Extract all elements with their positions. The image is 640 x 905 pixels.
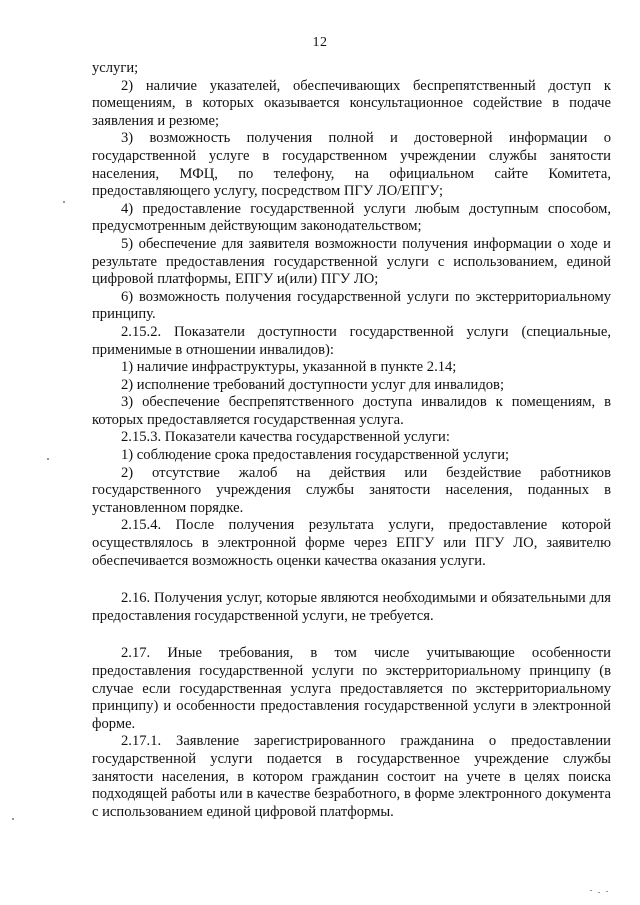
section-2-15-3: 2.15.3. Показатели качества государственной услуги: [121, 429, 450, 446]
paragraph-item-4: 4) предоставление государственной услуги любым доступным способом, предусмотренным действующим законодательством; [92, 200, 611, 235]
paragraph-item-6: 6) возможность получения государственной услуги по экстерриториальному принципу. [92, 288, 611, 323]
section-2-17: 2.17. Иные требования, в том числе учитывающие особенности предоставления государственной услуги по экстерриториальному принципу (в случае если государственная услуга предоставляется по экстерриториальному принципу) и особенности предоставления государственной услуги в электронной форме. [92, 645, 611, 732]
page-number: 12 [312, 35, 328, 50]
paragraph-2-15-2-item-3: 3) обеспечение беспрепятственного доступа инвалидов к помещениям, в которых предоставляется государственная услуга. [92, 394, 611, 428]
section-2-15-2: 2.15.2. Показатели доступности государственной услуги (специальные, применимые в отношении инвалидов): [92, 323, 611, 358]
scan-speck [47, 458, 49, 460]
paragraph-item-5: 5) обеспечение для заявителя возможности получения информации о ходе и результате предоставления государственной услуги с использованием, единой цифровой платформы, ЕПГУ и(или) ПГУ ЛО; [92, 235, 611, 288]
paragraph-item-2: 2) наличие указателей, обеспечивающих беспрепятственный доступ к помещениям, в которых оказывается консультационное содействие в подаче заявления и резюме; [92, 77, 611, 129]
scan-speck [598, 892, 600, 893]
section-2-17-1: 2.17.1. Заявление зарегистрированного гражданина о предоставлении государственной услуги подается в государственное учреждение службы занятости населения, в котором гражданин состоит на учете в целях поиска подходящей работы или в качестве безработного, в форме электронного документа с использованием единой цифровой платформы. [92, 733, 611, 820]
scan-speck [63, 201, 65, 203]
section-2-16: 2.16. Получения услуг, которые являются необходимыми и обязательными для предоставления государственной услуги, не требуется. [92, 590, 611, 624]
paragraph-2-15-3-item-2: 2) отсутствие жалоб на действия или бездействие работников государственного учреждения службы занятости населения, поданных в установленном порядке. [92, 464, 611, 516]
paragraph-2-15-2-item-2: 2) исполнение требований доступности услуг для инвалидов; [121, 376, 505, 393]
paragraph-2-15-3-item-1: 1) соблюдение срока предоставления государственной услуги; [121, 447, 510, 464]
paragraph-continuation: услуги; [92, 60, 139, 76]
scan-speck [606, 891, 608, 892]
scan-speck [12, 818, 14, 820]
paragraph-2-15-2-item-1: 1) наличие инфраструктуры, указанной в пункте 2.14; [121, 359, 457, 376]
document-body [92, 60, 611, 821]
scan-speck [590, 890, 592, 891]
paragraph-item-3: 3) возможность получения полной и достоверной информации о государственной услуге в государственном учреждении службы занятости населения, МФЦ, по телефону, на официальном сайте Комитета, предоставляющего услугу, посредством ПГУ ЛО/ЕПГУ; [92, 130, 611, 200]
section-2-15-4: 2.15.4. После получения результата услуги, предоставление которой осуществлялось в электронной форме через ЕПГУ или ПГУ ЛО, заявителю обеспечивается возможность оценки качества оказания услуги. [92, 517, 611, 569]
